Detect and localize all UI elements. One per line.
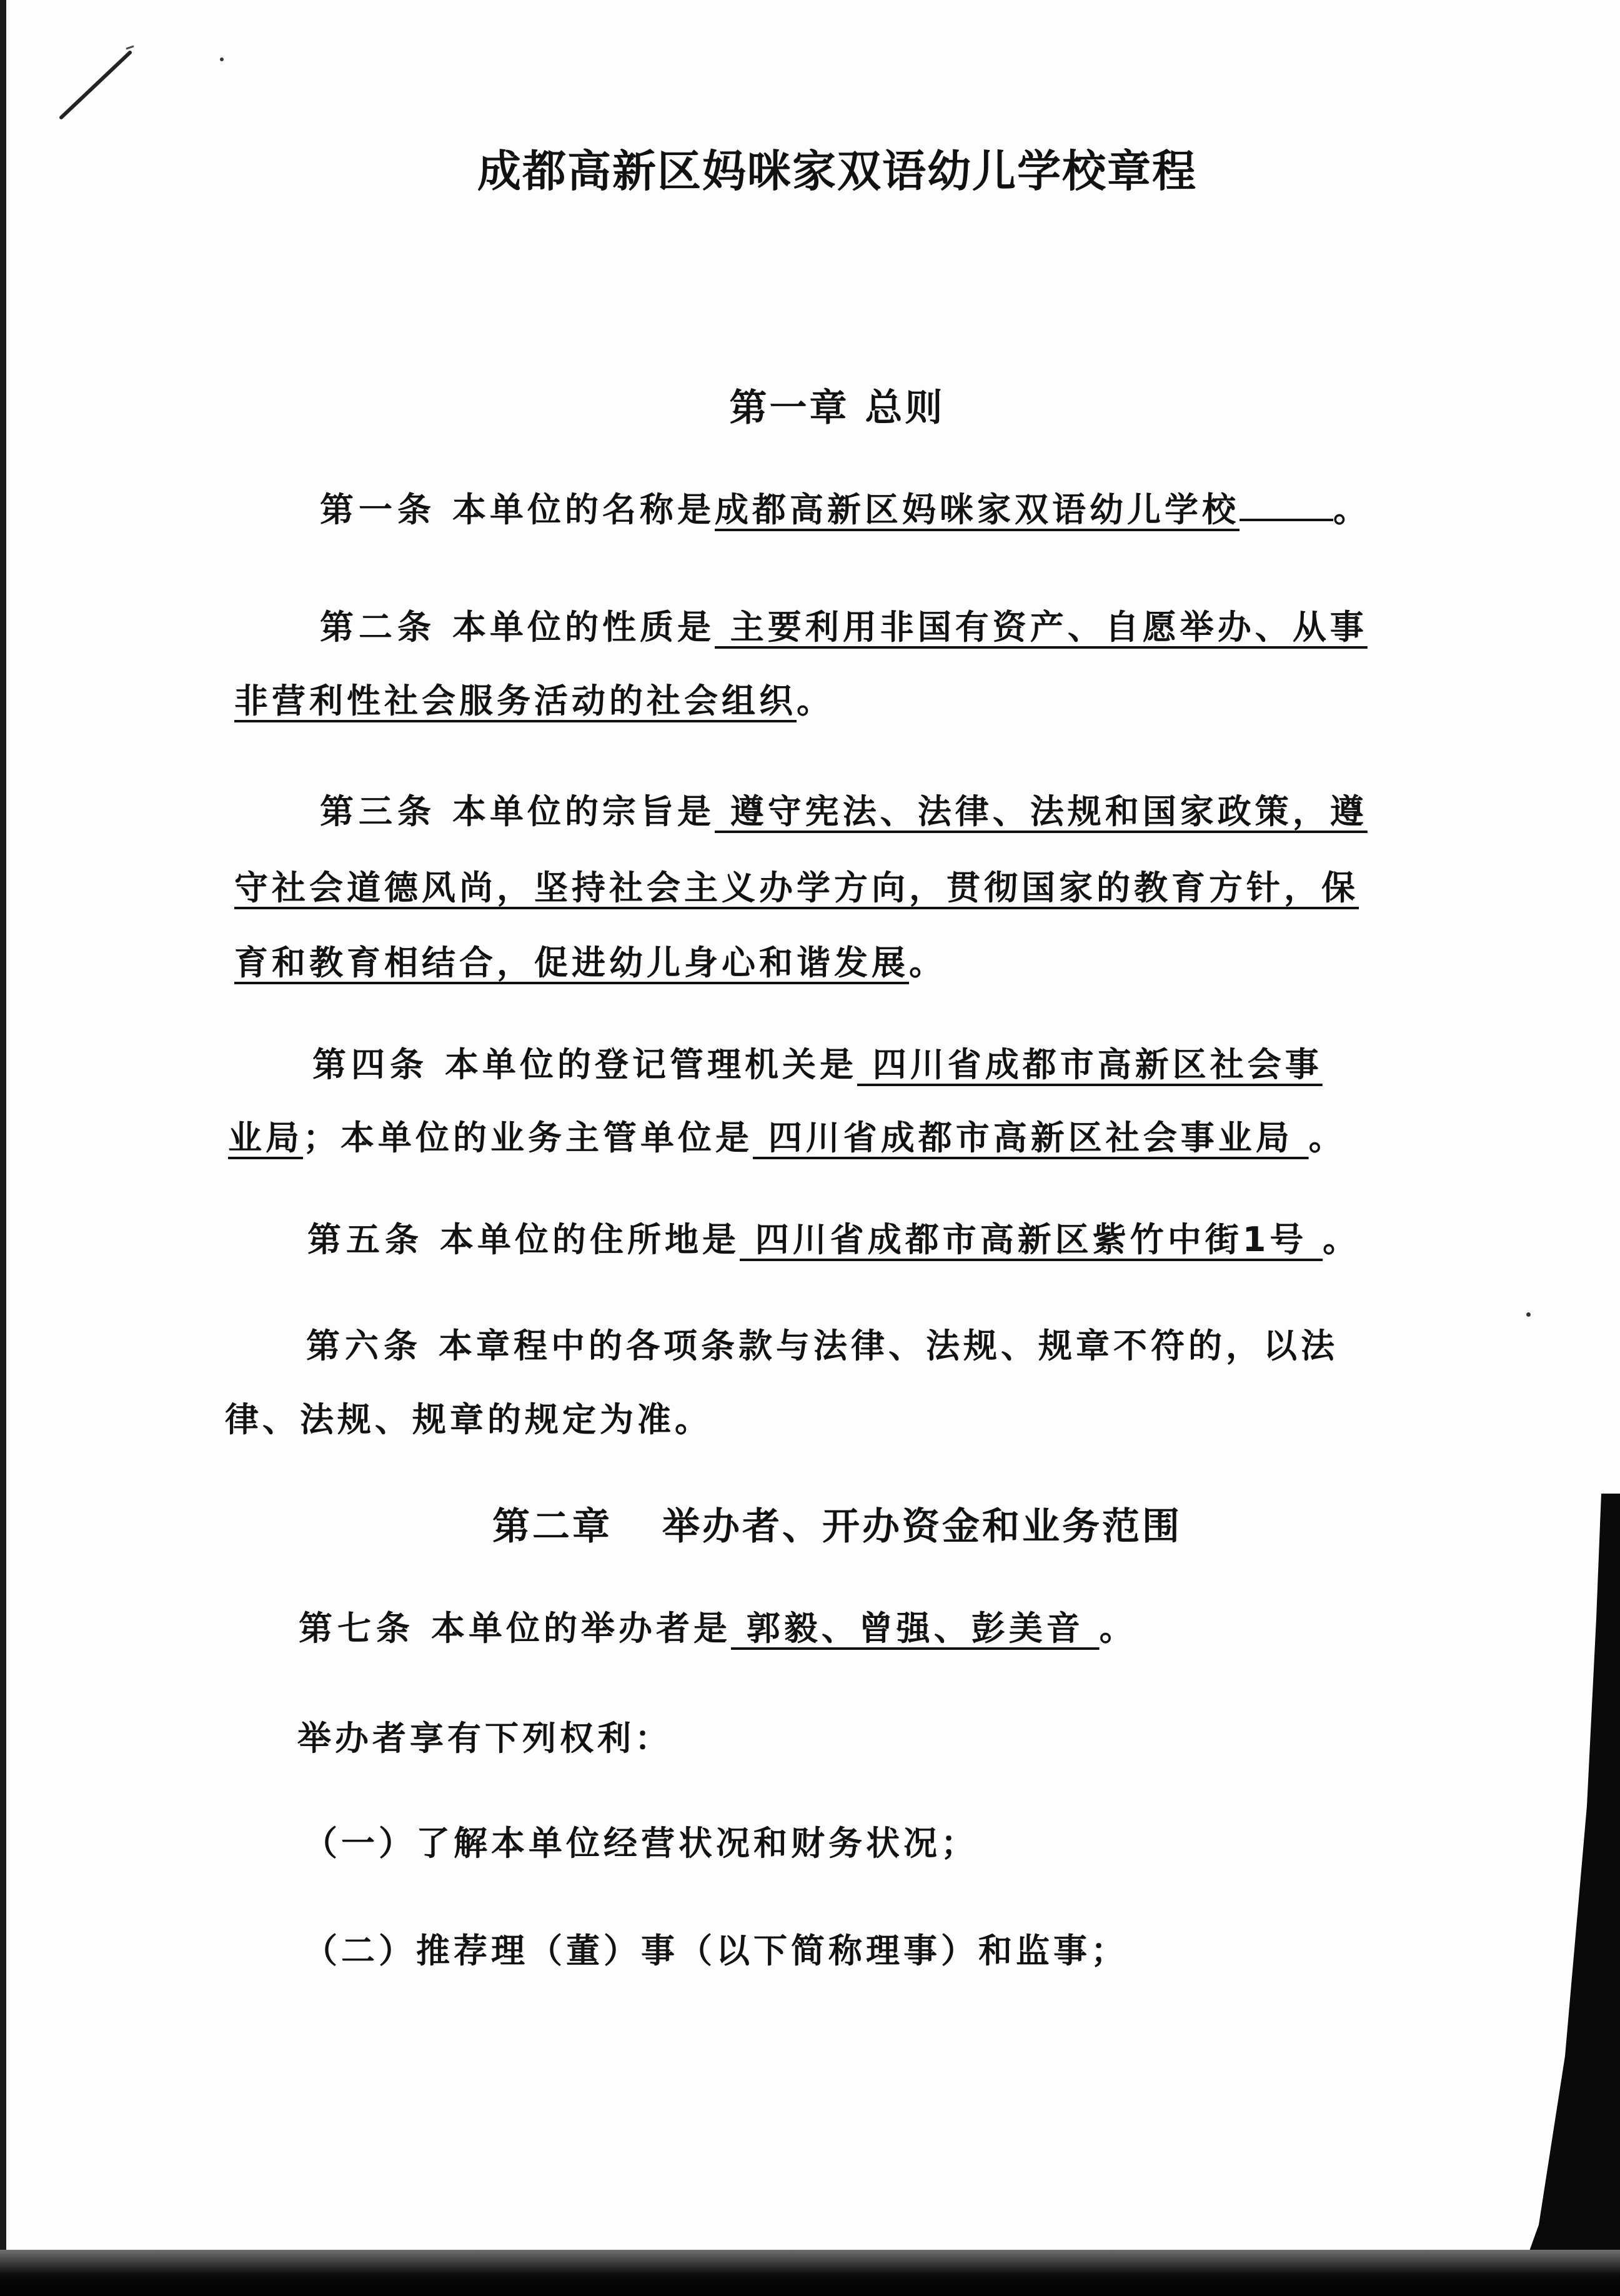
article-3-end: 。: [909, 943, 947, 982]
article-2-label: 第二条: [320, 607, 436, 647]
article-2-value-line-1: 主要利用非国有资产、自愿举办、从事: [715, 607, 1368, 647]
article-7-value: 郭毅、曾强、彭美音: [731, 1609, 1100, 1648]
article-1-label: 第一条: [320, 490, 436, 529]
article-2-end: 。: [797, 681, 834, 721]
article-1: [320, 489, 1371, 531]
article-2-value-line-2: 非营利性社会服务活动的社会组织: [234, 681, 797, 721]
article-7-end: 。: [1099, 1609, 1137, 1648]
article-7: [299, 1609, 1137, 1649]
article-4-text-2: ；本单位的业务主管单位是: [303, 1118, 753, 1157]
scan-bottom-shadow: [0, 2250, 1620, 2296]
article-5-end: 。: [1323, 1220, 1361, 1259]
chapter-2-number: 第二章: [492, 1505, 612, 1549]
article-4-text-1: 本单位的登记管理机关是: [445, 1045, 857, 1084]
article-3-line-3: [234, 943, 947, 984]
founder-right-item: （一）了解本单位经营状况和财务状况；: [304, 1824, 978, 1863]
article-3-value-line-3: 育和教育相结合，促进幼儿身心和谐发展: [234, 943, 909, 982]
article-4-value-1-line-1: 四川省成都市高新区社会事: [857, 1045, 1323, 1084]
article-1-value: 成都高新区妈咪家双语幼儿学校: [715, 490, 1240, 529]
founder-right-item: （二）推荐理（董）事（以下简称理事）和监事；: [304, 1931, 1128, 1970]
chapter-1-heading: 第一章 总则: [729, 386, 945, 430]
article-3-line-2: [234, 868, 1359, 909]
article-5-label: 第五条: [307, 1220, 424, 1259]
article-5-value: 四川省成都市高新区紫竹中街1号: [740, 1220, 1323, 1259]
article-2-text: 本单位的性质是: [452, 607, 715, 647]
article-4-value-2: 四川省成都市高新区社会事业局: [753, 1118, 1309, 1157]
scan-speck: [220, 57, 224, 61]
article-3-value-line-2: 守社会道德风尚，坚持社会主义办学方向，贯彻国家的教育方针，保: [234, 868, 1359, 907]
article-1-end: 。: [1333, 490, 1371, 529]
article-4-label: 第四条: [312, 1045, 429, 1084]
scan-speck: [1526, 1312, 1531, 1317]
article-4-end: 。: [1308, 1118, 1346, 1157]
article-7-label: 第七条: [299, 1609, 415, 1648]
document-title: 成都高新区妈咪家双语幼儿学校章程: [477, 146, 1197, 197]
scan-left-edge: [0, 0, 6, 2296]
article-4-line-2: [228, 1118, 1346, 1159]
pen-mark-icon: [56, 44, 144, 125]
scan-right-shadow: [1528, 1494, 1620, 2256]
article-3-label: 第三条: [320, 792, 436, 831]
article-1-text: 本单位的名称是: [452, 490, 715, 529]
article-2-line-1: [320, 607, 1368, 648]
article-3-text: 本单位的宗旨是: [452, 792, 715, 831]
article-6-line-1: [306, 1326, 1338, 1367]
chapter-2-title: 举办者、开办资金和业务范围: [662, 1505, 1182, 1549]
article-2-line-2: [234, 681, 834, 722]
article-1-blank: [1240, 489, 1333, 521]
article-6-label: 第六条: [306, 1326, 422, 1365]
article-3-line-1: [320, 792, 1368, 832]
chapter-2-heading: [0, 1497, 1620, 1550]
article-6-text-line-2: 律、法规、规章的规定为准。: [225, 1400, 712, 1439]
article-6-text-line-1: 本章程中的各项条款与法律、法规、规章不符的，以法: [439, 1326, 1338, 1365]
article-4-value-1-line-2: 业局: [228, 1118, 303, 1157]
article-5: [307, 1220, 1360, 1260]
founder-rights-intro: 举办者享有下列权利：: [297, 1719, 672, 1758]
article-6-line-2: [225, 1400, 712, 1440]
article-7-text: 本单位的举办者是: [431, 1609, 731, 1648]
article-4-line-1: [312, 1045, 1323, 1086]
article-3-value-line-1: 遵守宪法、法律、法规和国家政策，遵: [715, 792, 1368, 831]
article-5-text: 本单位的住所地是: [440, 1220, 740, 1259]
